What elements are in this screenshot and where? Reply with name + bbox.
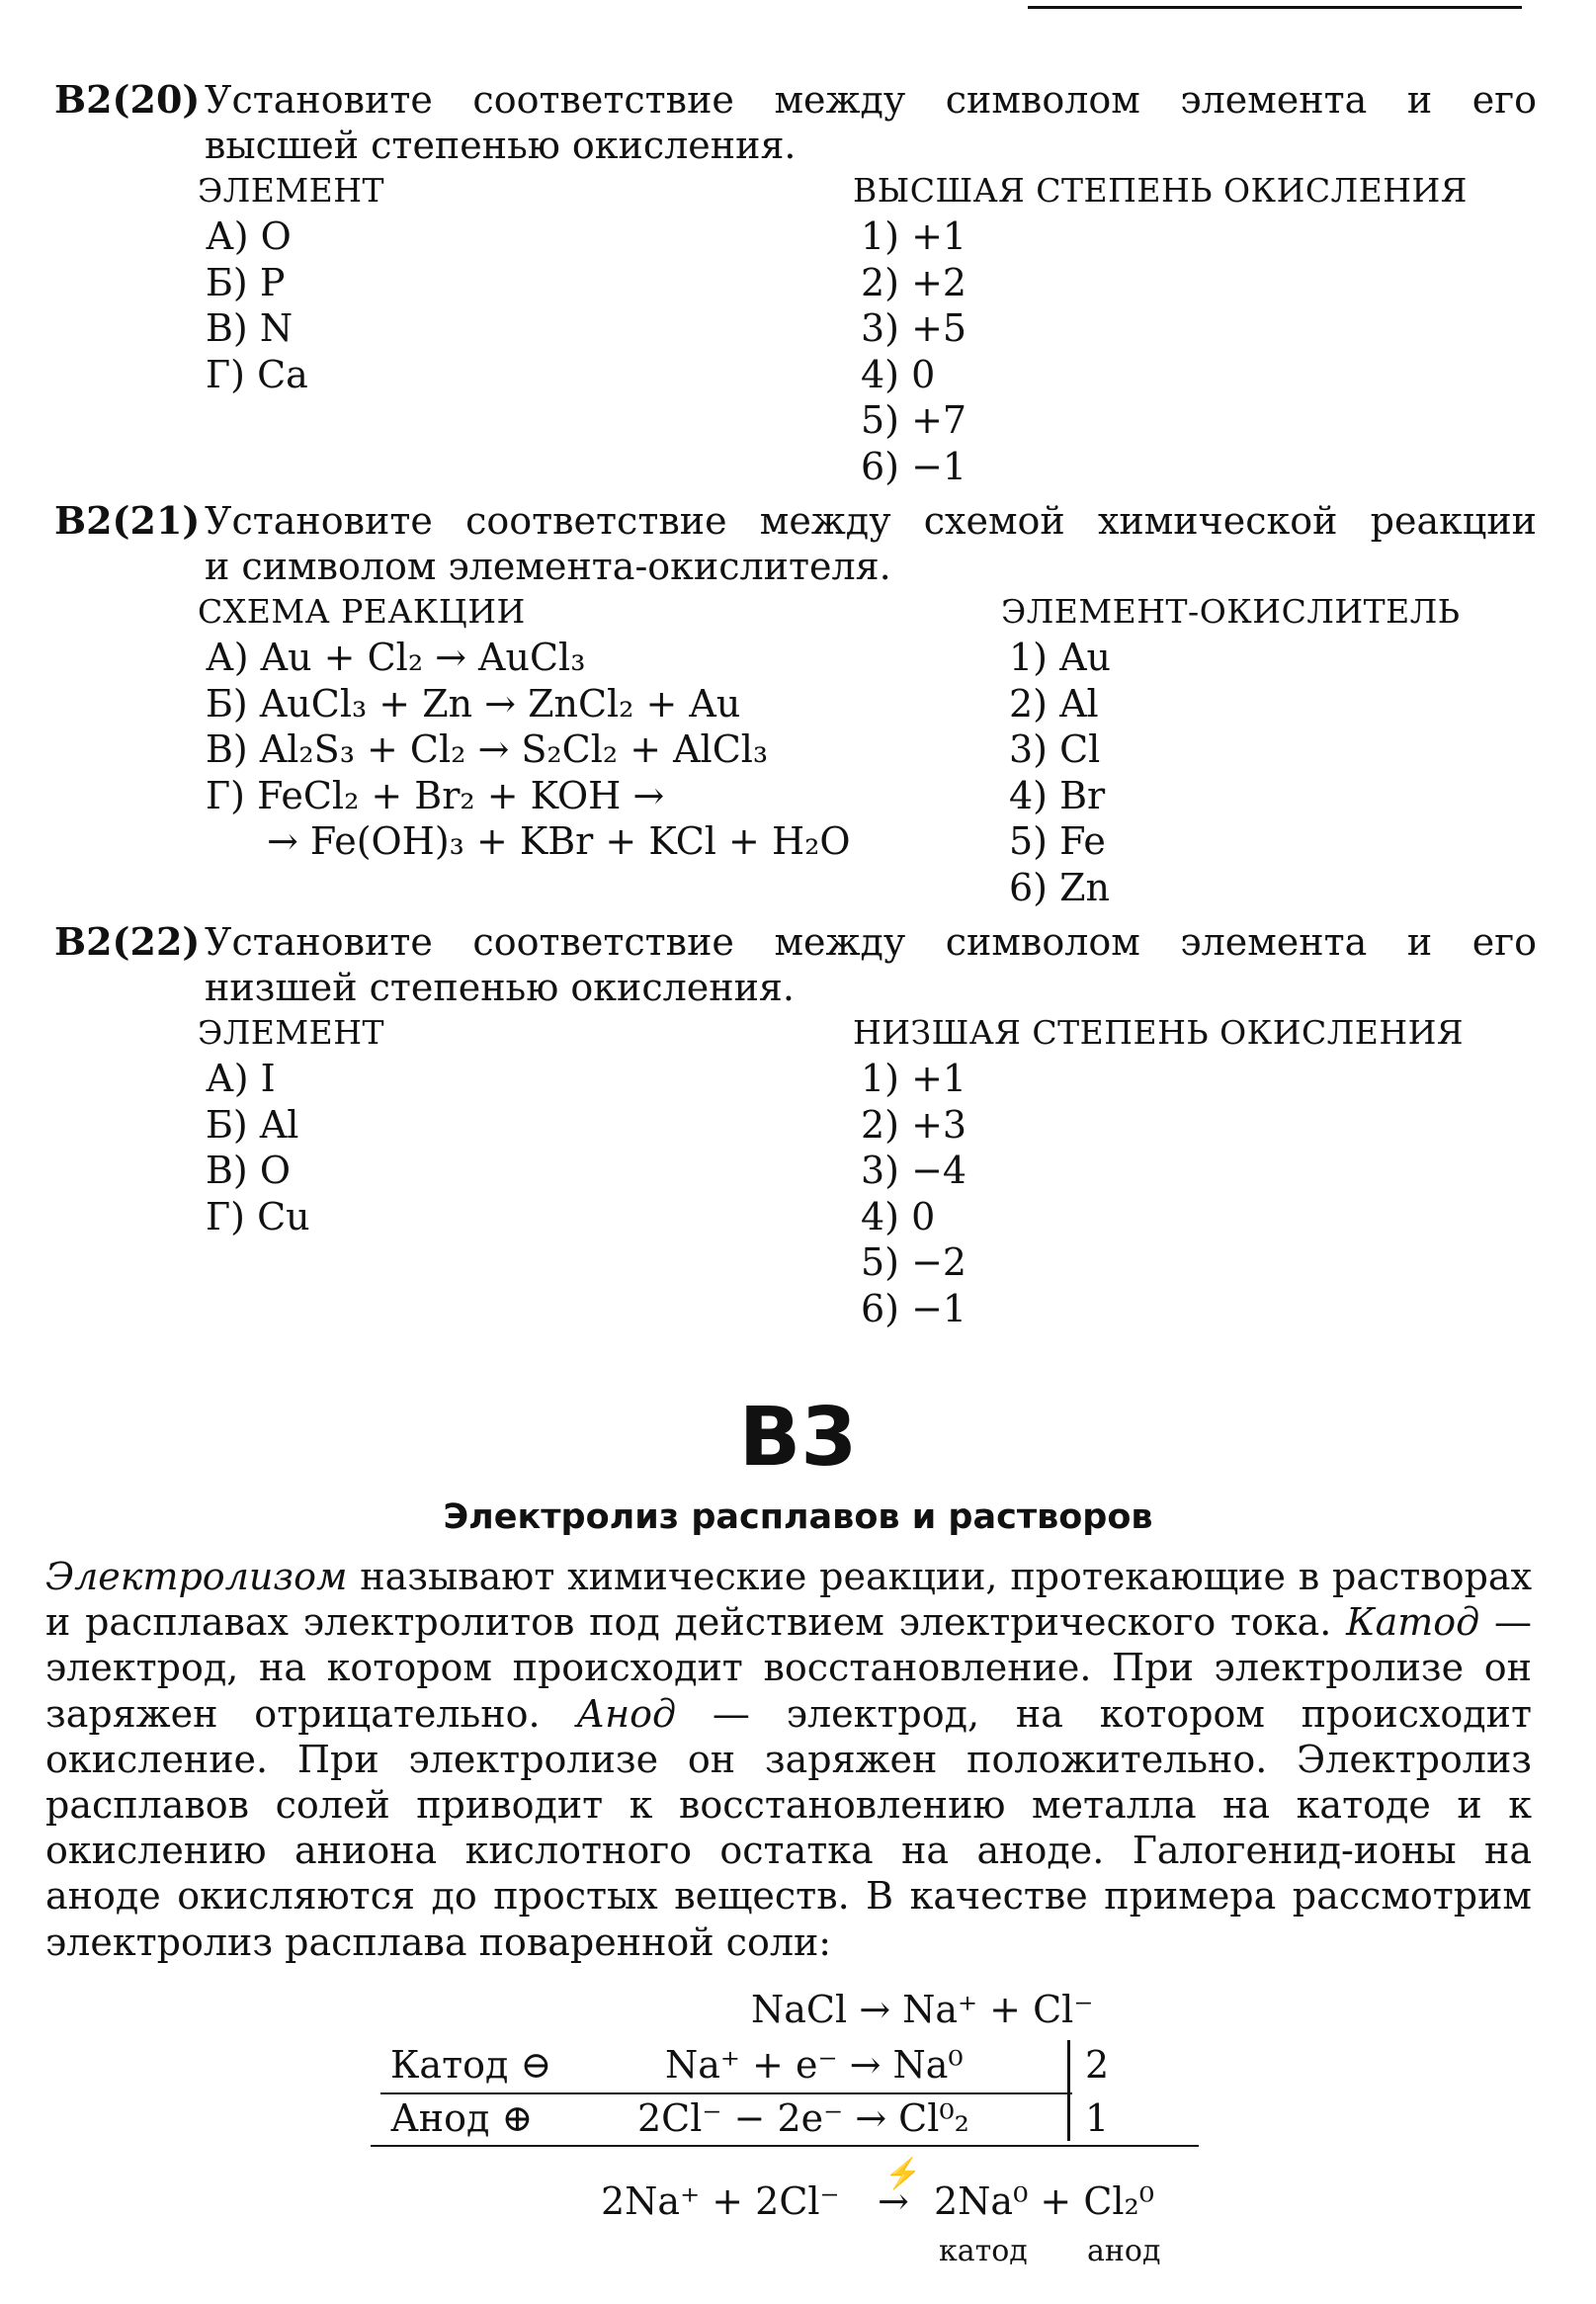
answer-5: 5) Fe	[1009, 819, 1106, 863]
left-column	[198, 1010, 384, 1239]
overall-left: 2Na⁺ + 2Cl⁻	[601, 2179, 840, 2223]
option-v: В) O	[206, 1149, 291, 1192]
task-number: B2(21)	[54, 498, 201, 543]
task-b2-20	[54, 77, 1537, 490]
top-rule	[1028, 6, 1522, 9]
summary-rule	[371, 2145, 1199, 2147]
question-line-2: и символом элемента-окислителя.	[205, 545, 891, 588]
answer-2: 2) +3	[861, 1102, 967, 1147]
cathode-equation: Na⁺ + e⁻ → Na⁰	[665, 2043, 964, 2087]
right-column	[1001, 589, 1461, 910]
paragraph-text-2: — электрод, на котором происходит восстановление. При электролизе он заряжен отрицательно.	[45, 1600, 1532, 1736]
answer-3: 3) −4	[861, 1149, 967, 1192]
left-column	[198, 589, 850, 865]
task-b2-21	[54, 498, 1537, 911]
column-header: ВЫСШАЯ СТЕПЕНЬ ОКИСЛЕНИЯ	[853, 171, 1468, 210]
answer-1: 1) +1	[861, 1057, 967, 1100]
option-v: В) N	[206, 306, 294, 350]
anode-coefficient: 1	[1085, 2096, 1110, 2140]
column-header: НИЗШАЯ СТЕПЕНЬ ОКИСЛЕНИЯ	[853, 1013, 1465, 1052]
column-header: ЭЛЕМЕНТ	[198, 171, 385, 210]
option-v: В) Al₂S₃ + Cl₂ → S₂Cl₂ + AlCl₃	[206, 727, 769, 771]
option-b: Б) P	[206, 260, 286, 304]
overall-right: 2Na⁰ + Cl₂⁰	[934, 2179, 1155, 2223]
task-question	[54, 77, 1537, 168]
right-column	[853, 1010, 1464, 1331]
answer-4: 4) 0	[861, 1194, 936, 1238]
right-column	[853, 168, 1468, 489]
left-column	[198, 168, 384, 397]
section-subtitle: Электролиз расплавов и растворов	[443, 1497, 1153, 1537]
option-g-continuation: → Fe(OH)₃ + KBr + KCl + H₂O	[267, 819, 851, 863]
answer-3: 3) Cl	[1009, 727, 1101, 771]
answer-2: 2) Al	[1009, 681, 1099, 725]
anode-label: Анод ⊕	[390, 2096, 534, 2140]
option-b: Б) AuCl₃ + Zn → ZnCl₂ + Au	[206, 681, 741, 725]
column-header: ЭЛЕМЕНТ	[198, 1013, 385, 1052]
section-paragraph	[45, 1554, 1532, 1965]
answer-1: 1) Au	[1009, 636, 1111, 679]
question-line-2: низшей степенью окисления.	[205, 966, 795, 1009]
answer-6: 6) −1	[861, 444, 967, 488]
option-a: А) Au + Cl₂ → AuCl₃	[206, 636, 586, 679]
answer-4: 4) Br	[1009, 773, 1106, 817]
column-header: ЭЛЕМЕНТ-ОКИСЛИТЕЛЬ	[1001, 592, 1461, 631]
answer-3: 3) +5	[861, 306, 967, 350]
under-anode-label: анод	[1087, 2234, 1161, 2268]
dissociation-equation: NaCl → Na⁺ + Cl⁻	[751, 1988, 1094, 2031]
task-question	[54, 919, 1537, 1010]
column-header: СХЕМА РЕАКЦИИ	[198, 592, 526, 631]
paragraph-text-1: называют химические реакции, протекающие в растворах и расплавах электролитов под действием электрического тока.	[45, 1555, 1532, 1645]
cathode-label: Катод ⊖	[390, 2043, 552, 2087]
option-g: Г) FeCl₂ + Br₂ + KOH →	[206, 773, 665, 817]
task-number: B2(22)	[54, 919, 201, 964]
option-g: Г) Ca	[206, 352, 308, 396]
coefficient-divider	[1067, 2040, 1070, 2141]
scheme-rule	[380, 2092, 1072, 2094]
answer-6: 6) Zn	[1009, 865, 1110, 909]
section-title: B3	[738, 1391, 858, 1485]
term-anode: Анод	[576, 1691, 677, 1736]
overall-arrow: →	[878, 2179, 909, 2223]
option-a: А) O	[206, 214, 292, 258]
option-g: Г) Cu	[206, 1194, 310, 1238]
answer-4: 4) 0	[861, 352, 936, 396]
term-cathode: Катод	[1346, 1600, 1480, 1645]
answer-2: 2) +2	[861, 260, 967, 304]
task-question	[54, 498, 1537, 589]
answer-5: 5) −2	[861, 1240, 967, 1284]
lightning-icon: ⚡	[884, 2157, 922, 2191]
paragraph-text-3: — электрод, на котором происходит окисление. При электролизе он заряжен положительно. Электролиз расплавов солей приводит к восстановлению металла на катоде и к окислению аниона кислотного остатка на аноде. Галогенид-ионы на аноде окисляются до простых веществ. В качестве примера рассмотрим электролиз расплава поваренной соли:	[45, 1691, 1532, 1964]
question-line-1: Установите соответствие между символом элемента и его	[205, 920, 1537, 964]
task-b2-22	[54, 919, 1537, 1332]
cathode-coefficient: 2	[1085, 2043, 1110, 2087]
under-cathode-label: катод	[939, 2234, 1028, 2268]
anode-equation: 2Cl⁻ − 2e⁻ → Cl⁰₂	[637, 2096, 969, 2140]
option-a: А) I	[206, 1057, 276, 1100]
question-line-1: Установите соответствие между символом элемента и его	[205, 78, 1537, 122]
option-b: Б) Al	[206, 1102, 299, 1147]
question-line-2: высшей степенью окисления.	[205, 124, 797, 167]
answer-6: 6) −1	[861, 1286, 967, 1330]
task-number: B2(20)	[54, 77, 201, 122]
question-line-1: Установите соответствие между схемой химической реакции	[205, 499, 1537, 543]
term-electrolysis: Электролизом	[45, 1555, 348, 1598]
answer-5: 5) +7	[861, 398, 967, 442]
answer-1: 1) +1	[861, 214, 967, 258]
